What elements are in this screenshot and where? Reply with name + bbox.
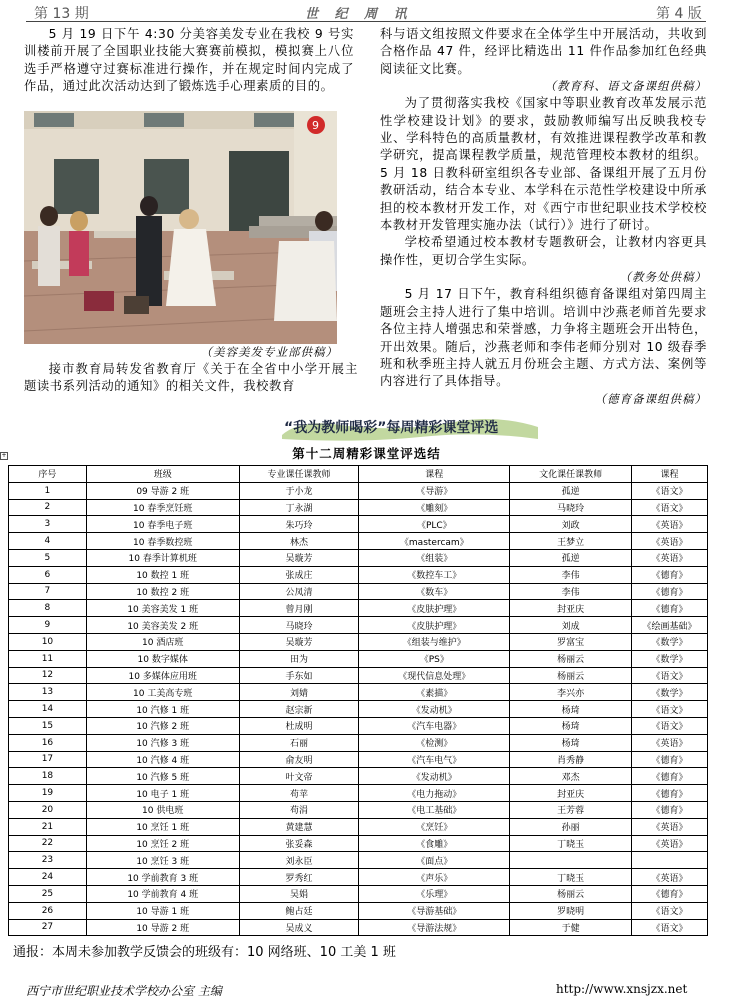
table-cell: 《德育》 [632, 566, 708, 583]
table-cell: 10 酒店班 [86, 633, 239, 650]
table-cell: 石丽 [239, 734, 359, 751]
col-header-culture-teacher: 文化课任课教师 [510, 466, 632, 483]
table-row [9, 583, 708, 600]
article-photo [24, 111, 337, 344]
table-cell: 10 电子 1 班 [86, 785, 239, 802]
table-cell: 吴成义 [239, 919, 359, 936]
table-cell: 10 数字媒体 [86, 650, 239, 667]
table-cell: 《德育》 [632, 801, 708, 818]
selection-table [8, 465, 708, 936]
col-header-class: 班级 [86, 466, 239, 483]
table-cell: 10 烹饪 1 班 [86, 818, 239, 835]
table-cell: 邓杰 [510, 768, 632, 785]
table-cell: 《食雕》 [359, 835, 510, 852]
table-row [9, 919, 708, 936]
table-cell: 张成庄 [239, 566, 359, 583]
table-cell: 《英语》 [632, 835, 708, 852]
table-cell: 23 [9, 852, 87, 869]
footer-editor: 西宁市世纪职业技术学校办公室 主编 [26, 984, 222, 998]
col-header-no: 序号 [9, 466, 87, 483]
table-row [9, 751, 708, 768]
table-cell: 李伟 [510, 566, 632, 583]
table-cell: 《英语》 [632, 734, 708, 751]
table-cell: 李兴亦 [510, 684, 632, 701]
section-title-art [280, 413, 540, 441]
table-cell: 杨丽云 [510, 650, 632, 667]
table-row [9, 801, 708, 818]
table-row [9, 768, 708, 785]
table-cell: 09 导游 2 班 [86, 482, 239, 499]
table-cell: 《英语》 [632, 516, 708, 533]
right-paragraph-2: 为了贯彻落实我校《国家中等职业教育改革发展示范性学校建设计划》的要求，鼓励教师编写出反映我校专业、学科特色的高质量教材，有效推进课程教学改革和教学研究，提高课程教学质量，规范管理校本教材的组织。5 月 18 日教科研室组织各专业部、备课组开展了五月份教研活动，结合本专业、本学科在示范性学校建设中所承担的校本教材开发工作，对《西宁市世纪职业技术学校校本教材开发管理实施办法（试行）》进行了研讨。 [380, 96, 707, 233]
left-paragraph-2: 接市教育局转发省教育厅《关于在全省中小学开展主题读书系列活动的通知》的相关文件，我校教育 [24, 362, 358, 394]
table-cell: 孤逆 [510, 549, 632, 566]
table-cell: 10 美容美发 1 班 [86, 600, 239, 617]
table-cell: 刘成 [510, 617, 632, 634]
left-article [24, 26, 354, 96]
table-cell: 苟涓 [239, 801, 359, 818]
table-cell: 20 [9, 801, 87, 818]
table-row [9, 566, 708, 583]
table-cell: 手东如 [239, 667, 359, 684]
table-cell: 《英语》 [632, 869, 708, 886]
table-cell: 马晓玲 [239, 617, 359, 634]
page-number: 第 4 版 [656, 6, 702, 22]
footnote-notice: 通报：本周未参加教学反馈会的班级有：10 网络班、10 工美 1 班 [13, 945, 396, 960]
section-title-text: “我为教师喝彩”每周精彩课堂评选 [284, 420, 499, 436]
table-cell: 罗秀红 [239, 869, 359, 886]
right-paragraph-4: 5 月 17 日下午，教育科组织德育备课组对第四周主题班会主持人进行了集中培训。培训中沙燕老师首先要求各位主持人增强忠和荣誉感，力争将主题班会开出特色，开出效果。随后，沙燕老师和李伟老师分别对 10 级春季班和秋季班主持人就五月份班会主题、方式方法、案例等内容进行了具体指导。 [380, 287, 707, 389]
table-cell: 《数学》 [632, 650, 708, 667]
table-row [9, 617, 708, 634]
table-cell: 孙丽 [510, 818, 632, 835]
photo-caption [24, 344, 338, 361]
table-cell: 丁晓玉 [510, 869, 632, 886]
table-cell: 《雕刻》 [359, 499, 510, 516]
table-cell: 3 [9, 516, 87, 533]
table-cell: 《现代信息处理》 [359, 667, 510, 684]
table-cell: 10 学前教育 3 班 [86, 869, 239, 886]
table-cell: 《德育》 [632, 885, 708, 902]
footer-url-link[interactable]: http://www.xnsjzx.net [556, 982, 688, 996]
table-cell: 27 [9, 919, 87, 936]
col-header-major-teacher: 专业课任课教师 [239, 466, 359, 483]
table-cell: 丁永湖 [239, 499, 359, 516]
table-cell: 《数学》 [632, 684, 708, 701]
table-cell: 杨琦 [510, 717, 632, 734]
table-row [9, 667, 708, 684]
table-cell: 杨琦 [510, 701, 632, 718]
table-cell: 《数车》 [359, 583, 510, 600]
table-cell: 10 数控 1 班 [86, 566, 239, 583]
table-cell: 《mastercam》 [359, 533, 510, 550]
table-cell: 《烹饪》 [359, 818, 510, 835]
table-cell: 《语文》 [632, 701, 708, 718]
table-row [9, 852, 708, 869]
table-cell: 《乐理》 [359, 885, 510, 902]
table-row [9, 684, 708, 701]
table-cell: 刘永臣 [239, 852, 359, 869]
table-cell: 《德育》 [632, 785, 708, 802]
table-cell: 于健 [510, 919, 632, 936]
table-cell: 10 导游 2 班 [86, 919, 239, 936]
table-row [9, 650, 708, 667]
table-cell: 吴璇芳 [239, 633, 359, 650]
table-cell: 《绘画基础》 [632, 617, 708, 634]
table-row [9, 734, 708, 751]
table-cell: 《语文》 [632, 667, 708, 684]
table-cell: 6 [9, 566, 87, 583]
table-cell: 杨丽云 [510, 667, 632, 684]
table-cell: 《语文》 [632, 717, 708, 734]
table-cell: 封亚庆 [510, 600, 632, 617]
table-cell: 《检测》 [359, 734, 510, 751]
table-cell: 田为 [239, 650, 359, 667]
credit-academic: （教务处供稿） [619, 270, 707, 285]
right-paragraph-1: 科与语文组按照文件要求在全体学生中开展活动，共收到合格作品 47 件，经评比精选出 11 件作品参加红色经典阅读征文比赛。 [380, 27, 707, 76]
table-cell: 10 美容美发 2 班 [86, 617, 239, 634]
table-cell: 《语文》 [632, 482, 708, 499]
table-cell: 4 [9, 533, 87, 550]
table-cell: 《语文》 [632, 919, 708, 936]
table-cell: 21 [9, 818, 87, 835]
table-cell: 《面点》 [359, 852, 510, 869]
table-cell: 《PLC》 [359, 516, 510, 533]
table-cell: 10 烹饪 3 班 [86, 852, 239, 869]
table-cell: 马晓玲 [510, 499, 632, 516]
table-cell: 《发动机》 [359, 701, 510, 718]
table-cell: 10 汽修 2 班 [86, 717, 239, 734]
table-cell: 10 数控 2 班 [86, 583, 239, 600]
table-cell: 10 工美高专班 [86, 684, 239, 701]
table-cell [632, 852, 708, 869]
table-cell: 22 [9, 835, 87, 852]
table-cell: 《德育》 [632, 600, 708, 617]
table-cell: 《英语》 [632, 549, 708, 566]
table-row [9, 633, 708, 650]
table-cell: 17 [9, 751, 87, 768]
photo-credit: （美容美发专业部供稿） [200, 345, 338, 359]
table-cell: 《德育》 [632, 768, 708, 785]
table-row [9, 600, 708, 617]
table-cell: 《电工基础》 [359, 801, 510, 818]
table-cell: 2 [9, 499, 87, 516]
table-cell: 王梦立 [510, 533, 632, 550]
table-cell: 罗富宝 [510, 633, 632, 650]
table-cell: 《导游法规》 [359, 919, 510, 936]
left-paragraph-1: 5 月 19 日下午 4:30 分美容美发专业在我校 9 号实训楼前开展了全国职业技能大赛赛前模拟，模拟赛上八位选手严格遵守过赛标准进行操作，并在规定时间内完成了作品，通过此次活动达到了锻炼选手心理素质的目的。 [24, 27, 354, 94]
table-cell: 10 多媒体应用班 [86, 667, 239, 684]
table-cell: 鲍占廷 [239, 902, 359, 919]
table-cell: 《导游基础》 [359, 902, 510, 919]
table-cell: 9 [9, 617, 87, 634]
table-row [9, 885, 708, 902]
table-row [9, 499, 708, 516]
right-column [380, 26, 707, 408]
table-cell: 《导游》 [359, 482, 510, 499]
table-cell: 杨丽云 [510, 885, 632, 902]
table-cell: 张妥森 [239, 835, 359, 852]
table-cell: 10 汽修 5 班 [86, 768, 239, 785]
table-cell: 《数学》 [632, 633, 708, 650]
table-cell: 《组装》 [359, 549, 510, 566]
table-row [9, 869, 708, 886]
table-cell: 14 [9, 701, 87, 718]
table-cell: 12 [9, 667, 87, 684]
table-cell: 10 烹饪 2 班 [86, 835, 239, 852]
table-cell: 19 [9, 785, 87, 802]
table-cell: 10 春季计算机班 [86, 549, 239, 566]
header-divider [26, 21, 706, 22]
table-cell: 罗晓明 [510, 902, 632, 919]
table-cell: 《发动机》 [359, 768, 510, 785]
table-cell: 曾月刚 [239, 600, 359, 617]
table-cell: 杜成明 [239, 717, 359, 734]
table-row [9, 701, 708, 718]
table-cell: 吴娟 [239, 885, 359, 902]
table-row [9, 549, 708, 566]
table-row [9, 717, 708, 734]
table-cell: 《皮肤护理》 [359, 600, 510, 617]
credit-education: （教育科、语文备课组供稿） [544, 79, 707, 94]
table-cell: 《数控车工》 [359, 566, 510, 583]
section-title [280, 413, 540, 441]
col-header-course: 课程 [359, 466, 510, 483]
svg-text:9: 9 [312, 119, 319, 132]
table-cell: 《德育》 [632, 583, 708, 600]
table-row [9, 785, 708, 802]
table-cell: 10 学前教育 4 班 [86, 885, 239, 902]
table-cell [510, 852, 632, 869]
table-cell: 18 [9, 768, 87, 785]
table-cell: 封亚庆 [510, 785, 632, 802]
issue-number: 第 13 期 [34, 6, 89, 22]
table-cell: 赵宗新 [239, 701, 359, 718]
table-cell: 16 [9, 734, 87, 751]
table-cell: 10 春季电子班 [86, 516, 239, 533]
table-cell: 8 [9, 600, 87, 617]
table-cell: 于小龙 [239, 482, 359, 499]
table-cell: 5 [9, 549, 87, 566]
table-cell: 10 导游 1 班 [86, 902, 239, 919]
table-cell: 叶文帝 [239, 768, 359, 785]
table-body [9, 482, 708, 936]
table-cell: 吴璇芳 [239, 549, 359, 566]
table-cell: 24 [9, 869, 87, 886]
table-cell: 《英语》 [632, 533, 708, 550]
table-cell: 《素描》 [359, 684, 510, 701]
table-cell: 《语文》 [632, 902, 708, 919]
credit-moral: （德育备课组供稿） [594, 391, 707, 406]
table-cell: 《PS》 [359, 650, 510, 667]
table-cell: 10 春季数控班 [86, 533, 239, 550]
table-cell: 王芳蓉 [510, 801, 632, 818]
table-row [9, 835, 708, 852]
table-row [9, 818, 708, 835]
table-row [9, 902, 708, 919]
table-cell: 10 汽修 1 班 [86, 701, 239, 718]
table-cell: 《德育》 [632, 751, 708, 768]
table-cell: 13 [9, 684, 87, 701]
table-cell: 李伟 [510, 583, 632, 600]
table-cell: 7 [9, 583, 87, 600]
table-row [9, 482, 708, 499]
table-cell: 杨琦 [510, 734, 632, 751]
table-cell: 朱巧玲 [239, 516, 359, 533]
table-cell: 《语文》 [632, 499, 708, 516]
right-paragraph-3: 学校希望通过校本教材专题教研会，让教材内容更具操作性，更切合学生实际。 [380, 235, 707, 267]
table-cell: 10 [9, 633, 87, 650]
table-cell: 11 [9, 650, 87, 667]
table-anchor-icon: + [1, 452, 7, 459]
table-cell: 25 [9, 885, 87, 902]
table-header-row [9, 466, 708, 483]
table-cell: 《汽车电气》 [359, 751, 510, 768]
table-cell: 丁晓玉 [510, 835, 632, 852]
col-header-course-2: 课程 [632, 466, 708, 483]
table-cell: 《英语》 [632, 818, 708, 835]
table-cell: 肖秀静 [510, 751, 632, 768]
section-subtitle: 第十二周精彩课堂评选结 [292, 446, 441, 461]
table-cell: 刘政 [510, 516, 632, 533]
table-cell: 《汽车电器》 [359, 717, 510, 734]
photo-illustration [24, 111, 337, 344]
table-cell: 《皮肤护理》 [359, 617, 510, 634]
table-cell: 黄建慧 [239, 818, 359, 835]
table-cell: 10 汽修 3 班 [86, 734, 239, 751]
table-cell: 林杰 [239, 533, 359, 550]
table-cell: 孤逆 [510, 482, 632, 499]
left-article-2 [24, 361, 358, 396]
table-cell: 15 [9, 717, 87, 734]
table-cell: 《组装与维护》 [359, 633, 510, 650]
table-cell: 26 [9, 902, 87, 919]
table-row [9, 533, 708, 550]
table-cell: 1 [9, 482, 87, 499]
page-header [0, 0, 733, 22]
table-cell: 刘婧 [239, 684, 359, 701]
table-cell: 《电力拖动》 [359, 785, 510, 802]
table-cell: 10 汽修 4 班 [86, 751, 239, 768]
table-cell: 俞友明 [239, 751, 359, 768]
table-cell: 公凤清 [239, 583, 359, 600]
table-row [9, 516, 708, 533]
table-cell: 苟苹 [239, 785, 359, 802]
table-cell: 10 春季烹饪班 [86, 499, 239, 516]
table-cell: 《声乐》 [359, 869, 510, 886]
newspaper-title: 世 纪 周 讯 [305, 7, 413, 22]
table-cell: 10 供电班 [86, 801, 239, 818]
